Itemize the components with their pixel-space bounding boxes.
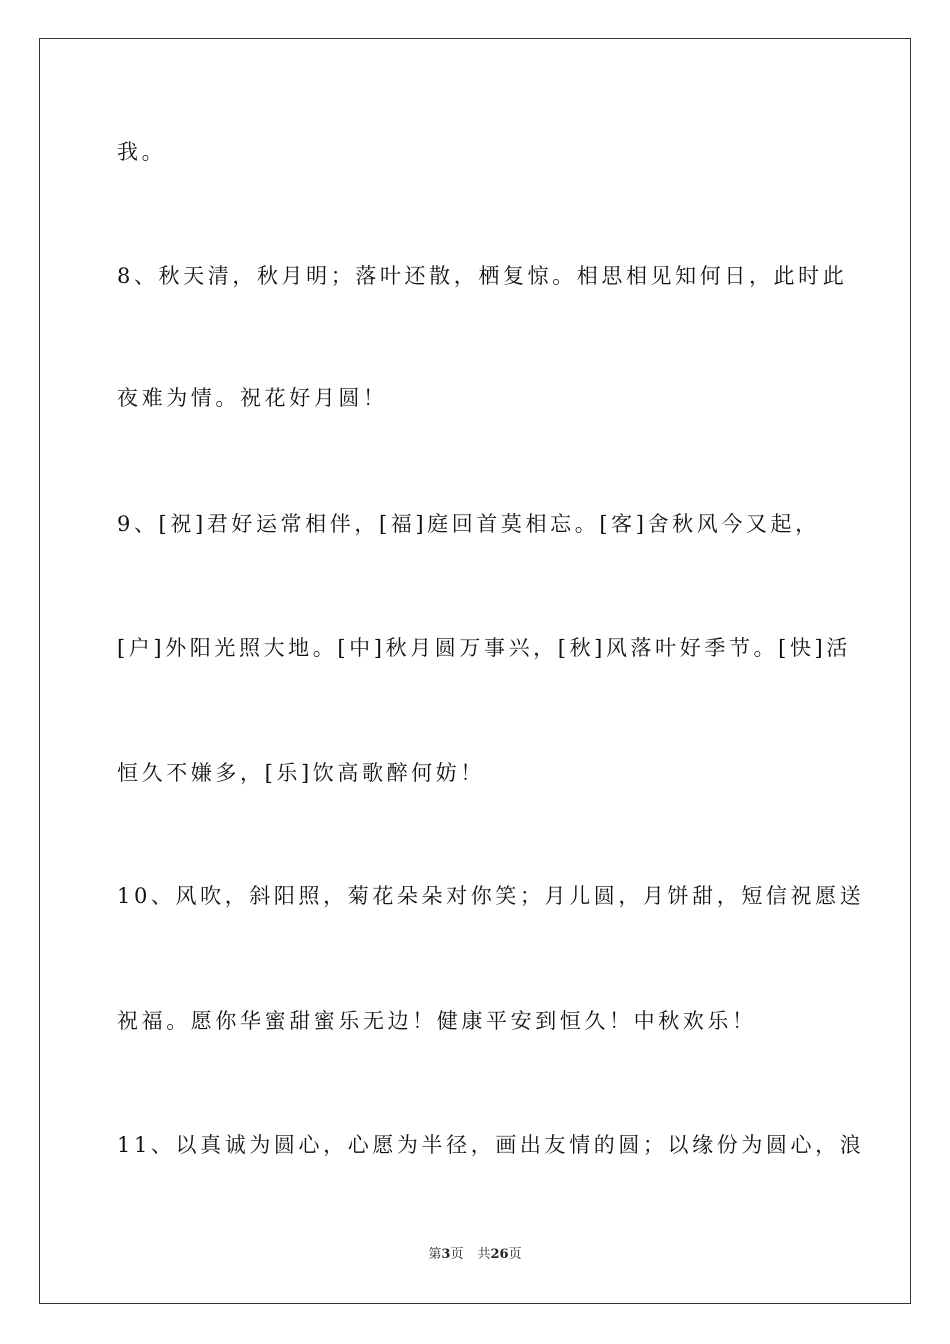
text-line-2: 8、秋天清，秋月明；落叶还散，栖复惊。相思相见知何日，此时此 [117,264,848,288]
text-line-3: 夜难为情。祝花好月圆！ [117,386,388,410]
text-line-1: 我。 [117,140,167,164]
page-prefix: 第 [428,1247,442,1262]
text-line-9: 11、以真诚为圆心，心愿为半径，画出友情的圆；以缘份为圆心，浪 [117,1133,865,1157]
text-line-6: 恒久不嫌多，[乐]饮高歌醉何妨！ [117,761,485,785]
text-line-5: [户]外阳光照大地。[中]秋月圆万事兴，[秋]风落叶好季节。[快]活 [117,636,851,660]
total-prefix: 共 [477,1247,491,1262]
page-suffix: 页 [450,1247,464,1262]
page-border [39,38,911,1304]
page-footer [0,1246,950,1264]
page-current: 3 [441,1247,451,1262]
text-line-8: 祝福。愿你华蜜甜蜜乐无边！健康平安到恒久！中秋欢乐！ [117,1009,757,1033]
text-line-7: 10、风吹，斜阳照，菊花朵朵对你笑；月儿圆，月饼甜，短信祝愿送 [117,884,865,908]
page-total: 26 [490,1247,509,1262]
total-suffix: 页 [508,1247,522,1262]
text-line-4: 9、[祝]君好运常相伴，[福]庭回首莫相忘。[客]舍秋风今又起， [117,512,820,536]
